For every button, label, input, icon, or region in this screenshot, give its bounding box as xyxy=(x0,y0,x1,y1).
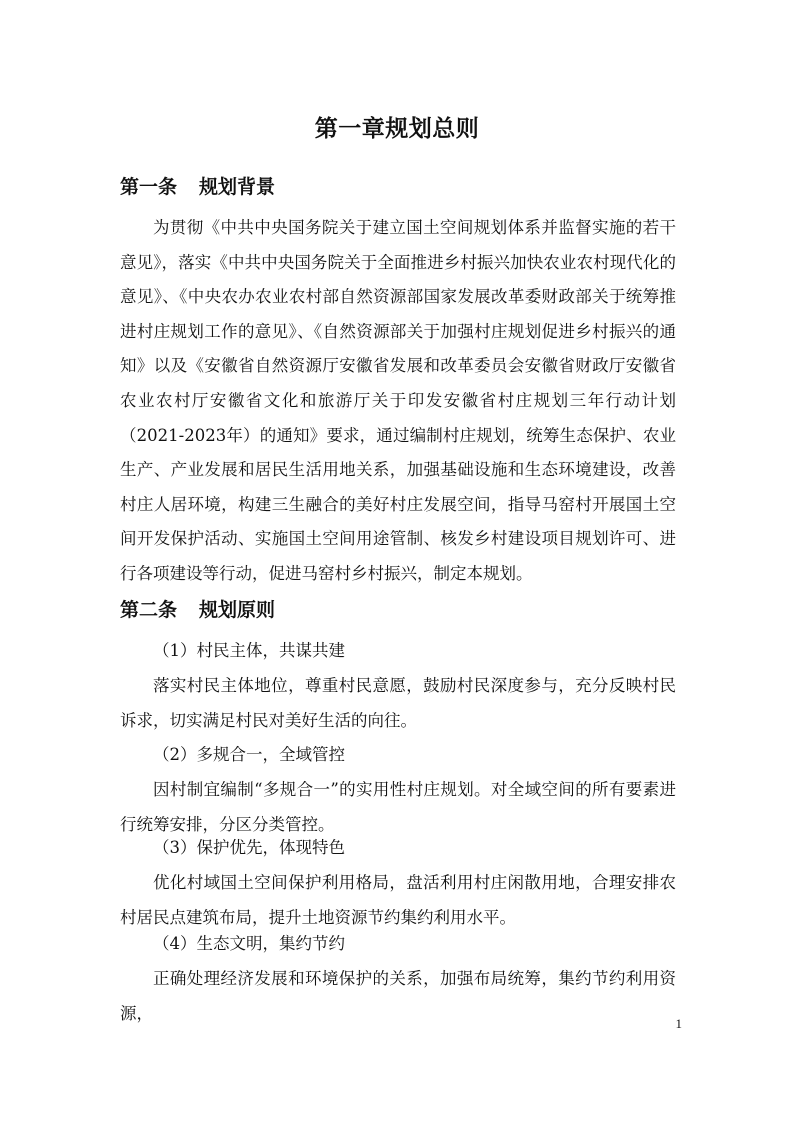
principle-2-heading: （2）多规合一，全域管控 xyxy=(153,745,345,764)
page-number: 1 xyxy=(675,1016,682,1031)
principle-1-heading: （1）村民主体，共谋共建 xyxy=(153,641,345,660)
article-1-title: 规划背景 xyxy=(199,176,276,198)
chapter-title: 第一章规划总则 xyxy=(314,116,480,142)
principle-4-heading: （4）生态文明，集约节约 xyxy=(153,934,345,953)
article-1-number: 第一条 xyxy=(120,176,178,198)
article-2-heading xyxy=(120,595,275,622)
principle-2-text: 因村制宜编制“多规合一”的实用性村庄规划。对全域空间的所有要素进行统筹安排，分区分类管控。 xyxy=(120,780,676,834)
article-2-title: 规划原则 xyxy=(199,599,276,621)
principle-3-heading: （3）保护优先，体现特色 xyxy=(153,838,345,857)
principle-4-text: 正确处理经济发展和环境保护的关系，加强布局统筹，集约节约利用资源， xyxy=(120,969,676,1023)
principle-3-text: 优化村域国土空间保护利用格局，盘活利用村庄闲散用地，合理安排农村居民点建筑布局，提升土地资源节约集约利用水平。 xyxy=(120,873,676,927)
article-1-heading xyxy=(120,172,275,199)
principle-1-text: 落实村民主体地位，尊重村民意愿，鼓励村民深度参与，充分反映村民诉求，切实满足村民对美好生活的向往。 xyxy=(120,676,676,730)
article-2-number: 第二条 xyxy=(120,599,178,621)
article-1-paragraph: 为贯彻《中共中央国务院关于建立国土空间规划体系并监督实施的若干意见》，落实《中共中央国务院关于全面推进乡村振兴加快农业农村现代化的意见》、《中央农办农业农村部自然资源部国家发展改革委财政部关于统筹推进村庄规划工作的意见》、《自然资源部关于加强村庄规划促进乡村振兴的通知》以及《安徽省自然资源厅安徽省发展和改革委员会安徽省财政厅安徽省农业农村厅安徽省文化和旅游厅关于印发安徽省村庄规划三年行动计划（2021-2023年）的通知》要求，通过编制村庄规划，统筹生态保护、农业生产、产业发展和居民生活用地关系，加强基础设施和生态环境建设，改善村庄人居环境，构建三生融合的美好村庄发展空间，指导马窑村开展国土空间开发保护活动、实施国土空间用途管制、核发乡村建设项目规划许可、进行各项建设等行动，促进马窑村乡村振兴，制定本规划。 xyxy=(120,218,676,583)
